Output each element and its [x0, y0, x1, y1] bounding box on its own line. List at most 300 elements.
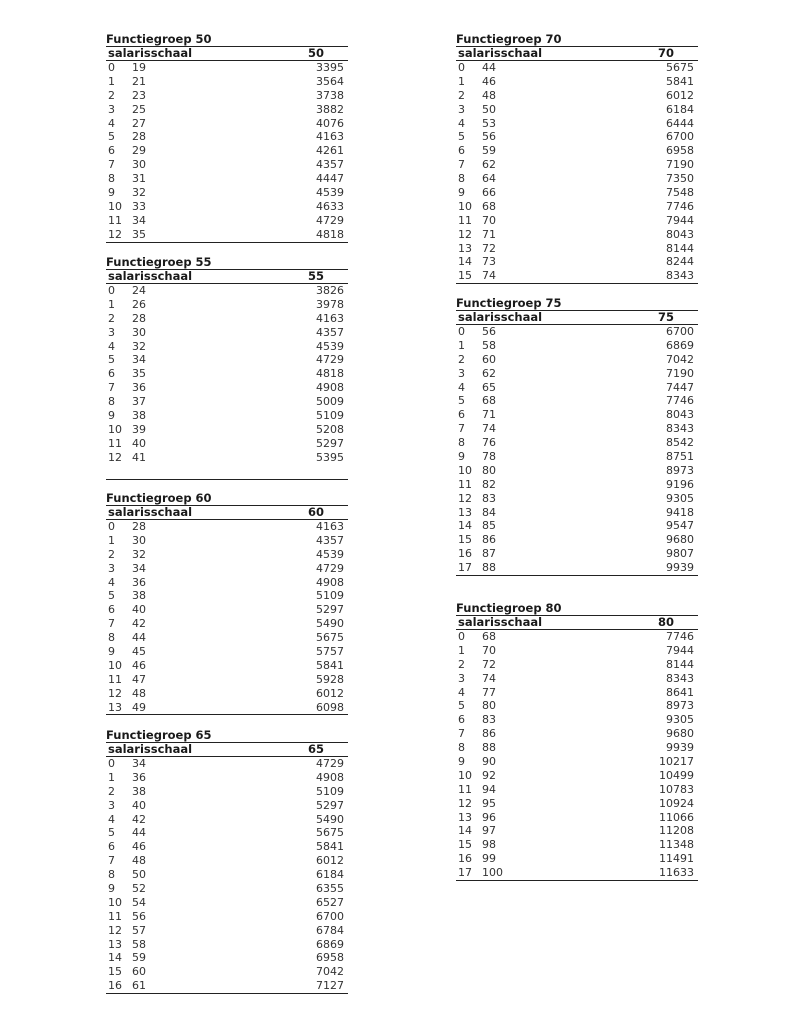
amount-cell: 8542 [666, 436, 694, 450]
table-row [456, 478, 698, 492]
table-row [456, 436, 698, 450]
step-cell: 6 [108, 603, 115, 617]
scale-cell: 74 [482, 671, 496, 685]
table-header [106, 46, 348, 61]
table-row [106, 979, 348, 993]
scale-cell: 44 [132, 631, 146, 645]
scale-cell: 65 [482, 380, 496, 394]
amount-cell: 6869 [316, 937, 344, 951]
step-cell: 15 [108, 965, 122, 979]
table-header [456, 46, 698, 61]
salary-table-functiegroep-70 [456, 33, 698, 284]
table-row [106, 938, 348, 952]
amount-cell: 5841 [316, 840, 344, 854]
step-cell: 4 [458, 380, 465, 394]
scale-cell: 58 [482, 338, 496, 352]
step-cell: 4 [458, 685, 465, 699]
table-row [456, 242, 698, 256]
step-cell: 8 [458, 741, 465, 755]
step-cell: 13 [458, 810, 472, 824]
amount-cell: 6869 [666, 338, 694, 352]
step-cell: 2 [108, 88, 115, 102]
step-cell: 0 [108, 61, 115, 74]
step-cell: 3 [108, 325, 115, 339]
step-cell: 1 [458, 643, 465, 657]
amount-cell: 5841 [316, 658, 344, 672]
amount-cell: 6444 [666, 116, 694, 130]
table-row [456, 117, 698, 131]
amount-cell: 6784 [316, 923, 344, 937]
table-row [456, 686, 698, 700]
step-cell: 5 [108, 826, 115, 840]
scale-cell: 34 [132, 353, 146, 367]
scale-cell: 83 [482, 491, 496, 505]
step-cell: 12 [108, 450, 122, 464]
scale-cell: 54 [132, 895, 146, 909]
header-label: salarisschaal [108, 742, 193, 756]
table-row [456, 158, 698, 172]
table-row [106, 701, 348, 715]
table-row [456, 130, 698, 144]
table-row [456, 492, 698, 506]
amount-cell: 5675 [316, 826, 344, 840]
table-header [456, 615, 698, 630]
amount-cell: 5675 [666, 61, 694, 74]
amount-cell: 11348 [659, 838, 694, 852]
table-row [456, 630, 698, 644]
table-row [456, 547, 698, 561]
table-row [106, 951, 348, 965]
scale-cell: 82 [482, 477, 496, 491]
step-cell: 11 [108, 436, 122, 450]
step-cell: 13 [108, 700, 122, 714]
scale-cell: 57 [132, 923, 146, 937]
step-cell: 9 [458, 755, 465, 769]
scale-cell: 30 [132, 325, 146, 339]
header-label: salarisschaal [108, 505, 193, 519]
table-row [456, 741, 698, 755]
table-row [106, 200, 348, 214]
scale-cell: 50 [482, 102, 496, 116]
scale-cell: 35 [132, 367, 146, 381]
amount-cell: 5757 [316, 645, 344, 659]
step-cell: 13 [458, 505, 472, 519]
amount-cell: 6184 [316, 868, 344, 882]
table-header [106, 269, 348, 284]
scale-cell: 83 [482, 713, 496, 727]
amount-cell: 7944 [666, 213, 694, 227]
header-value: 55 [308, 269, 325, 283]
table-row [106, 617, 348, 631]
table-row [456, 339, 698, 353]
amount-cell: 5490 [316, 617, 344, 631]
step-cell: 14 [458, 255, 472, 269]
table-row [106, 520, 348, 534]
scale-cell: 88 [482, 741, 496, 755]
step-cell: 1 [108, 74, 115, 88]
scale-cell: 34 [132, 757, 146, 770]
step-cell: 2 [108, 784, 115, 798]
amount-cell: 11633 [659, 866, 694, 880]
amount-cell: 4729 [316, 213, 344, 227]
table-row [106, 186, 348, 200]
table-row [456, 255, 698, 269]
salary-table-functiegroep-55 [106, 256, 348, 480]
amount-cell: 8043 [666, 227, 694, 241]
table-row [106, 117, 348, 131]
table-row [456, 644, 698, 658]
step-cell: 6 [108, 144, 115, 158]
step-cell: 7 [458, 422, 465, 436]
amount-cell: 5109 [316, 589, 344, 603]
scale-cell: 36 [132, 770, 146, 784]
step-cell: 0 [458, 325, 465, 338]
table-row [106, 868, 348, 882]
step-cell: 16 [458, 852, 472, 866]
table-row [456, 658, 698, 672]
scale-cell: 58 [132, 937, 146, 951]
step-cell: 2 [108, 547, 115, 561]
scale-cell: 66 [482, 186, 496, 200]
table-row [106, 381, 348, 395]
step-cell: 12 [108, 686, 122, 700]
amount-cell: 9418 [666, 505, 694, 519]
scale-cell: 44 [132, 826, 146, 840]
step-cell: 7 [108, 854, 115, 868]
step-cell: 14 [458, 824, 472, 838]
step-cell: 3 [458, 366, 465, 380]
salary-table-functiegroep-60 [106, 492, 348, 715]
step-cell: 0 [108, 520, 115, 533]
scale-cell: 34 [132, 213, 146, 227]
table-row [106, 228, 348, 242]
amount-cell: 5928 [316, 672, 344, 686]
amount-cell: 6012 [316, 854, 344, 868]
table-row [106, 771, 348, 785]
table-row [106, 437, 348, 451]
table-row [106, 757, 348, 771]
amount-cell: 3395 [316, 61, 344, 74]
scale-cell: 40 [132, 436, 146, 450]
table-row [106, 924, 348, 938]
amount-cell: 5297 [316, 798, 344, 812]
salary-table-functiegroep-80 [456, 602, 698, 881]
amount-cell: 6958 [666, 144, 694, 158]
scale-cell: 96 [482, 810, 496, 824]
table-header [106, 505, 348, 520]
step-cell: 8 [108, 172, 115, 186]
amount-cell: 6700 [316, 909, 344, 923]
scale-cell: 95 [482, 796, 496, 810]
table-row [106, 840, 348, 854]
scale-cell: 70 [482, 213, 496, 227]
header-value: 75 [658, 310, 675, 324]
scale-cell: 30 [132, 158, 146, 172]
table-row [106, 75, 348, 89]
table-row [106, 882, 348, 896]
amount-cell: 7447 [666, 380, 694, 394]
amount-cell: 3978 [316, 297, 344, 311]
amount-cell: 5490 [316, 812, 344, 826]
amount-cell: 8973 [666, 463, 694, 477]
scale-cell: 85 [482, 519, 496, 533]
scale-cell: 77 [482, 685, 496, 699]
table-row [106, 172, 348, 186]
amount-cell: 4539 [316, 339, 344, 353]
amount-cell: 8144 [666, 657, 694, 671]
table-row [456, 672, 698, 686]
amount-cell: 5208 [316, 422, 344, 436]
step-cell: 6 [108, 367, 115, 381]
scale-cell: 50 [132, 868, 146, 882]
scale-cell: 21 [132, 74, 146, 88]
scale-cell: 72 [482, 657, 496, 671]
table-row [106, 158, 348, 172]
amount-cell: 6098 [316, 700, 344, 714]
amount-cell: 4729 [316, 353, 344, 367]
amount-cell: 4357 [316, 533, 344, 547]
step-cell: 11 [108, 213, 122, 227]
table-row [456, 103, 698, 117]
scale-cell: 78 [482, 450, 496, 464]
amount-cell: 11066 [659, 810, 694, 824]
table-row [456, 228, 698, 242]
step-cell: 1 [458, 74, 465, 88]
amount-cell: 7190 [666, 158, 694, 172]
table-row [106, 965, 348, 979]
scale-cell: 86 [482, 533, 496, 547]
scale-cell: 31 [132, 172, 146, 186]
amount-cell: 6700 [666, 325, 694, 338]
salary-table-functiegroep-75 [456, 297, 698, 576]
scale-cell: 60 [132, 965, 146, 979]
amount-cell: 8973 [666, 699, 694, 713]
amount-cell: 7746 [666, 199, 694, 213]
step-cell: 3 [108, 798, 115, 812]
step-cell: 3 [108, 102, 115, 116]
step-cell: 13 [108, 937, 122, 951]
table-row [106, 548, 348, 562]
table-row [106, 130, 348, 144]
amount-cell: 4447 [316, 172, 344, 186]
step-cell: 2 [458, 88, 465, 102]
table-row [106, 326, 348, 340]
header-label: salarisschaal [458, 310, 543, 324]
amount-cell: 7042 [666, 352, 694, 366]
amount-cell: 3882 [316, 102, 344, 116]
amount-cell: 9939 [666, 561, 694, 575]
amount-cell: 9305 [666, 713, 694, 727]
scale-cell: 38 [132, 784, 146, 798]
step-cell: 1 [108, 297, 115, 311]
amount-cell: 6958 [316, 951, 344, 965]
amount-cell: 8144 [666, 241, 694, 255]
scale-cell: 47 [132, 672, 146, 686]
step-cell: 3 [458, 671, 465, 685]
amount-cell: 7127 [316, 979, 344, 993]
table-row [456, 852, 698, 866]
scale-cell: 45 [132, 645, 146, 659]
amount-cell: 9680 [666, 533, 694, 547]
scale-cell: 38 [132, 409, 146, 423]
step-cell: 3 [108, 561, 115, 575]
step-cell: 9 [108, 882, 115, 896]
scale-cell: 76 [482, 436, 496, 450]
step-cell: 8 [458, 436, 465, 450]
scale-cell: 23 [132, 88, 146, 102]
table-row [456, 811, 698, 825]
amount-cell: 5841 [666, 74, 694, 88]
amount-cell: 4908 [316, 575, 344, 589]
amount-cell: 8641 [666, 685, 694, 699]
table-title: Functiegroep 80 [456, 601, 562, 615]
scale-cell: 32 [132, 186, 146, 200]
table-row [106, 645, 348, 659]
table-row [456, 769, 698, 783]
step-cell: 11 [458, 477, 472, 491]
amount-cell: 7548 [666, 186, 694, 200]
table-row [106, 562, 348, 576]
scale-cell: 94 [482, 782, 496, 796]
scale-cell: 27 [132, 116, 146, 130]
step-cell: 4 [108, 116, 115, 130]
scale-cell: 56 [482, 130, 496, 144]
step-cell: 9 [458, 186, 465, 200]
table-row [106, 451, 348, 465]
amount-cell: 8244 [666, 255, 694, 269]
table-row [106, 409, 348, 423]
step-cell: 15 [458, 269, 472, 283]
header-label: salarisschaal [108, 269, 193, 283]
step-cell: 8 [108, 868, 115, 882]
table-title: Functiegroep 50 [106, 32, 212, 46]
table-row [456, 353, 698, 367]
table-row [456, 172, 698, 186]
amount-cell: 4357 [316, 158, 344, 172]
table-row [456, 713, 698, 727]
amount-cell: 10217 [659, 755, 694, 769]
table-row [456, 89, 698, 103]
amount-cell: 11208 [659, 824, 694, 838]
step-cell: 6 [458, 408, 465, 422]
step-cell: 9 [108, 186, 115, 200]
amount-cell: 7350 [666, 172, 694, 186]
step-cell: 1 [458, 338, 465, 352]
table-title: Functiegroep 65 [106, 728, 212, 742]
scale-cell: 32 [132, 339, 146, 353]
scale-cell: 36 [132, 381, 146, 395]
scale-cell: 86 [482, 727, 496, 741]
amount-cell: 7746 [666, 630, 694, 643]
step-cell: 8 [108, 395, 115, 409]
amount-cell: 11491 [659, 852, 694, 866]
table-row [456, 783, 698, 797]
step-cell: 10 [458, 768, 472, 782]
amount-cell: 8343 [666, 269, 694, 283]
table-row [106, 826, 348, 840]
scale-cell: 37 [132, 395, 146, 409]
scale-cell: 39 [132, 422, 146, 436]
table-row [106, 534, 348, 548]
table-row [456, 214, 698, 228]
table-row [106, 813, 348, 827]
table-row [106, 687, 348, 701]
salary-table-functiegroep-50 [106, 33, 348, 243]
scale-cell: 71 [482, 227, 496, 241]
table-row [106, 284, 348, 298]
scale-cell: 49 [132, 700, 146, 714]
scale-cell: 62 [482, 158, 496, 172]
scale-cell: 80 [482, 463, 496, 477]
amount-cell: 9939 [666, 741, 694, 755]
table-header [106, 742, 348, 757]
table-row [106, 61, 348, 75]
amount-cell: 6184 [666, 102, 694, 116]
table-row [456, 797, 698, 811]
scale-cell: 72 [482, 241, 496, 255]
step-cell: 15 [458, 838, 472, 852]
table-body [106, 757, 348, 994]
amount-cell: 8343 [666, 422, 694, 436]
amount-cell: 9807 [666, 547, 694, 561]
table-row [456, 506, 698, 520]
amount-cell: 4261 [316, 144, 344, 158]
table-row [106, 214, 348, 228]
amount-cell: 5395 [316, 450, 344, 464]
table-title: Functiegroep 55 [106, 255, 212, 269]
step-cell: 9 [108, 409, 115, 423]
table-row [456, 61, 698, 75]
amount-cell: 7190 [666, 366, 694, 380]
table-row [456, 394, 698, 408]
scale-cell: 56 [482, 325, 496, 338]
amount-cell: 7944 [666, 643, 694, 657]
amount-cell: 4633 [316, 199, 344, 213]
step-cell: 7 [458, 727, 465, 741]
amount-cell: 4908 [316, 381, 344, 395]
amount-cell: 4729 [316, 757, 344, 770]
scale-cell: 28 [132, 130, 146, 144]
step-cell: 1 [108, 533, 115, 547]
step-cell: 5 [108, 353, 115, 367]
table-row [106, 659, 348, 673]
step-cell: 5 [458, 699, 465, 713]
scale-cell: 42 [132, 617, 146, 631]
step-cell: 9 [108, 645, 115, 659]
table-row [456, 325, 698, 339]
scale-cell: 29 [132, 144, 146, 158]
step-cell: 10 [108, 199, 122, 213]
step-cell: 5 [108, 589, 115, 603]
scale-cell: 26 [132, 297, 146, 311]
step-cell: 2 [108, 311, 115, 325]
table-body [106, 520, 348, 715]
amount-cell: 4729 [316, 561, 344, 575]
step-cell: 7 [458, 158, 465, 172]
table-row [106, 367, 348, 381]
amount-cell: 8343 [666, 671, 694, 685]
amount-cell: 4163 [316, 130, 344, 144]
step-cell: 10 [108, 658, 122, 672]
step-cell: 10 [108, 422, 122, 436]
table-body [456, 630, 698, 881]
step-cell: 12 [108, 227, 122, 241]
step-cell: 7 [108, 158, 115, 172]
step-cell: 8 [458, 172, 465, 186]
scale-cell: 28 [132, 311, 146, 325]
scale-cell: 28 [132, 520, 146, 533]
amount-cell: 9196 [666, 477, 694, 491]
